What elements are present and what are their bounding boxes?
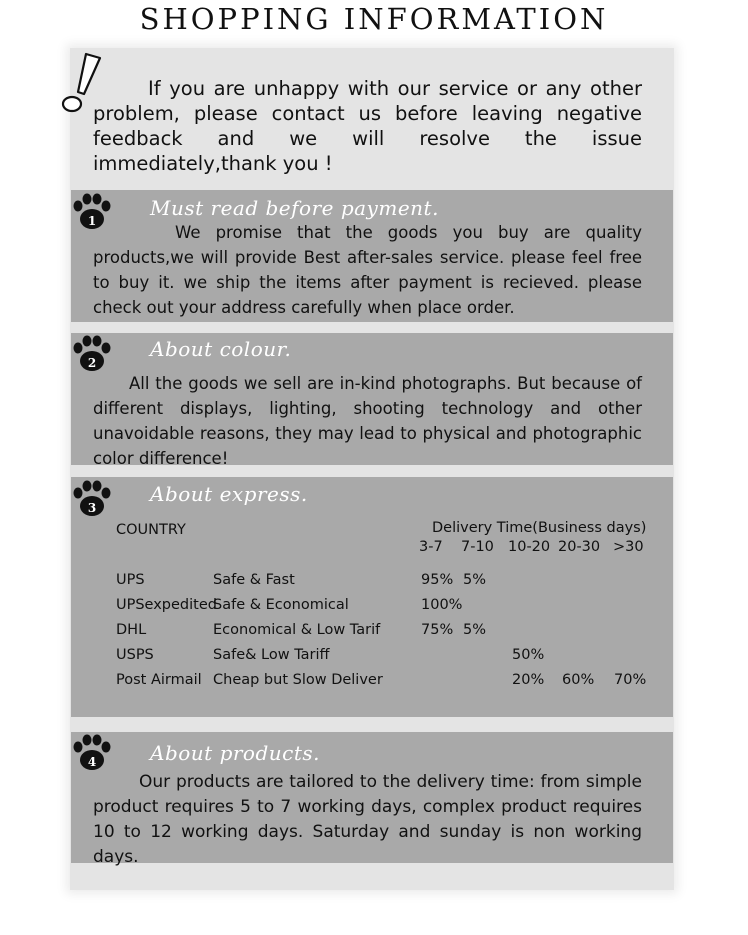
carrier-name: UPSexpedited [116,597,217,613]
intro-text: If you are unhappy with our service or any other problem, please contact us before leaving negative feedback and we will resolve the issue immediately,thank you ! [93,77,642,175]
range-header: >30 [613,539,644,555]
carrier-name: USPS [116,647,154,663]
delivery-pct: 5% [463,572,487,588]
range-header: 3-7 [419,539,443,555]
paw-2-icon [72,334,112,374]
paw-3-icon [72,479,112,519]
country-header: COUNTRY [116,522,186,538]
delivery-pct: 95% [421,572,454,588]
carrier-desc: Cheap but Slow Deliver [213,672,383,688]
paw-number: 3 [87,501,97,515]
delivery-pct: 75% [421,622,454,638]
range-header: 20-30 [558,539,601,555]
section-heading: About colour. [150,337,292,361]
paw-number: 1 [87,214,97,228]
range-header: 7-10 [461,539,494,555]
section-heading: About products. [150,741,321,765]
delivery-pct: 70% [614,672,647,688]
section-body: We promise that the goods you buy are quality products,we will provide Best after-sales service. please feel free to buy it. we ship the items after payment is recieved. please check out your address carefully when place order. [93,223,642,317]
paw-number: 2 [87,356,97,370]
carrier-desc: Economical & Low Tarif [213,622,381,638]
section-body: Our products are tailored to the delivery time: from simple product requires 5 to 7 working days, complex product requires 10 to 12 working days. Saturday and sunday is non working days. [93,772,642,867]
range-header: 10-20 [508,539,551,555]
paw-number: 4 [87,755,97,769]
delivery-pct: 50% [512,647,545,663]
carrier-name: DHL [116,622,147,638]
delivery-header: Delivery Time(Business days) [432,520,647,536]
section-heading: About express. [150,482,308,506]
section-body: All the goods we sell are in-kind photographs. But because of different displays, lighting, shooting technology and other unavoidable reasons, they may lead to physical and photographic color difference! [93,374,642,468]
section-heading: Must read before payment. [150,196,439,220]
carrier-name: Post Airmail [116,672,202,688]
carrier-name: UPS [116,572,145,588]
carrier-desc: Safe & Economical [213,597,349,613]
paw-4-icon [72,733,112,773]
carrier-desc: Safe & Fast [213,572,295,588]
delivery-pct: 20% [512,672,545,688]
carrier-desc: Safe& Low Tariff [213,647,330,663]
delivery-pct: 60% [562,672,595,688]
page-title: SHOPPING INFORMATION [139,2,609,36]
delivery-pct: 100% [421,597,463,613]
delivery-pct: 5% [463,622,487,638]
